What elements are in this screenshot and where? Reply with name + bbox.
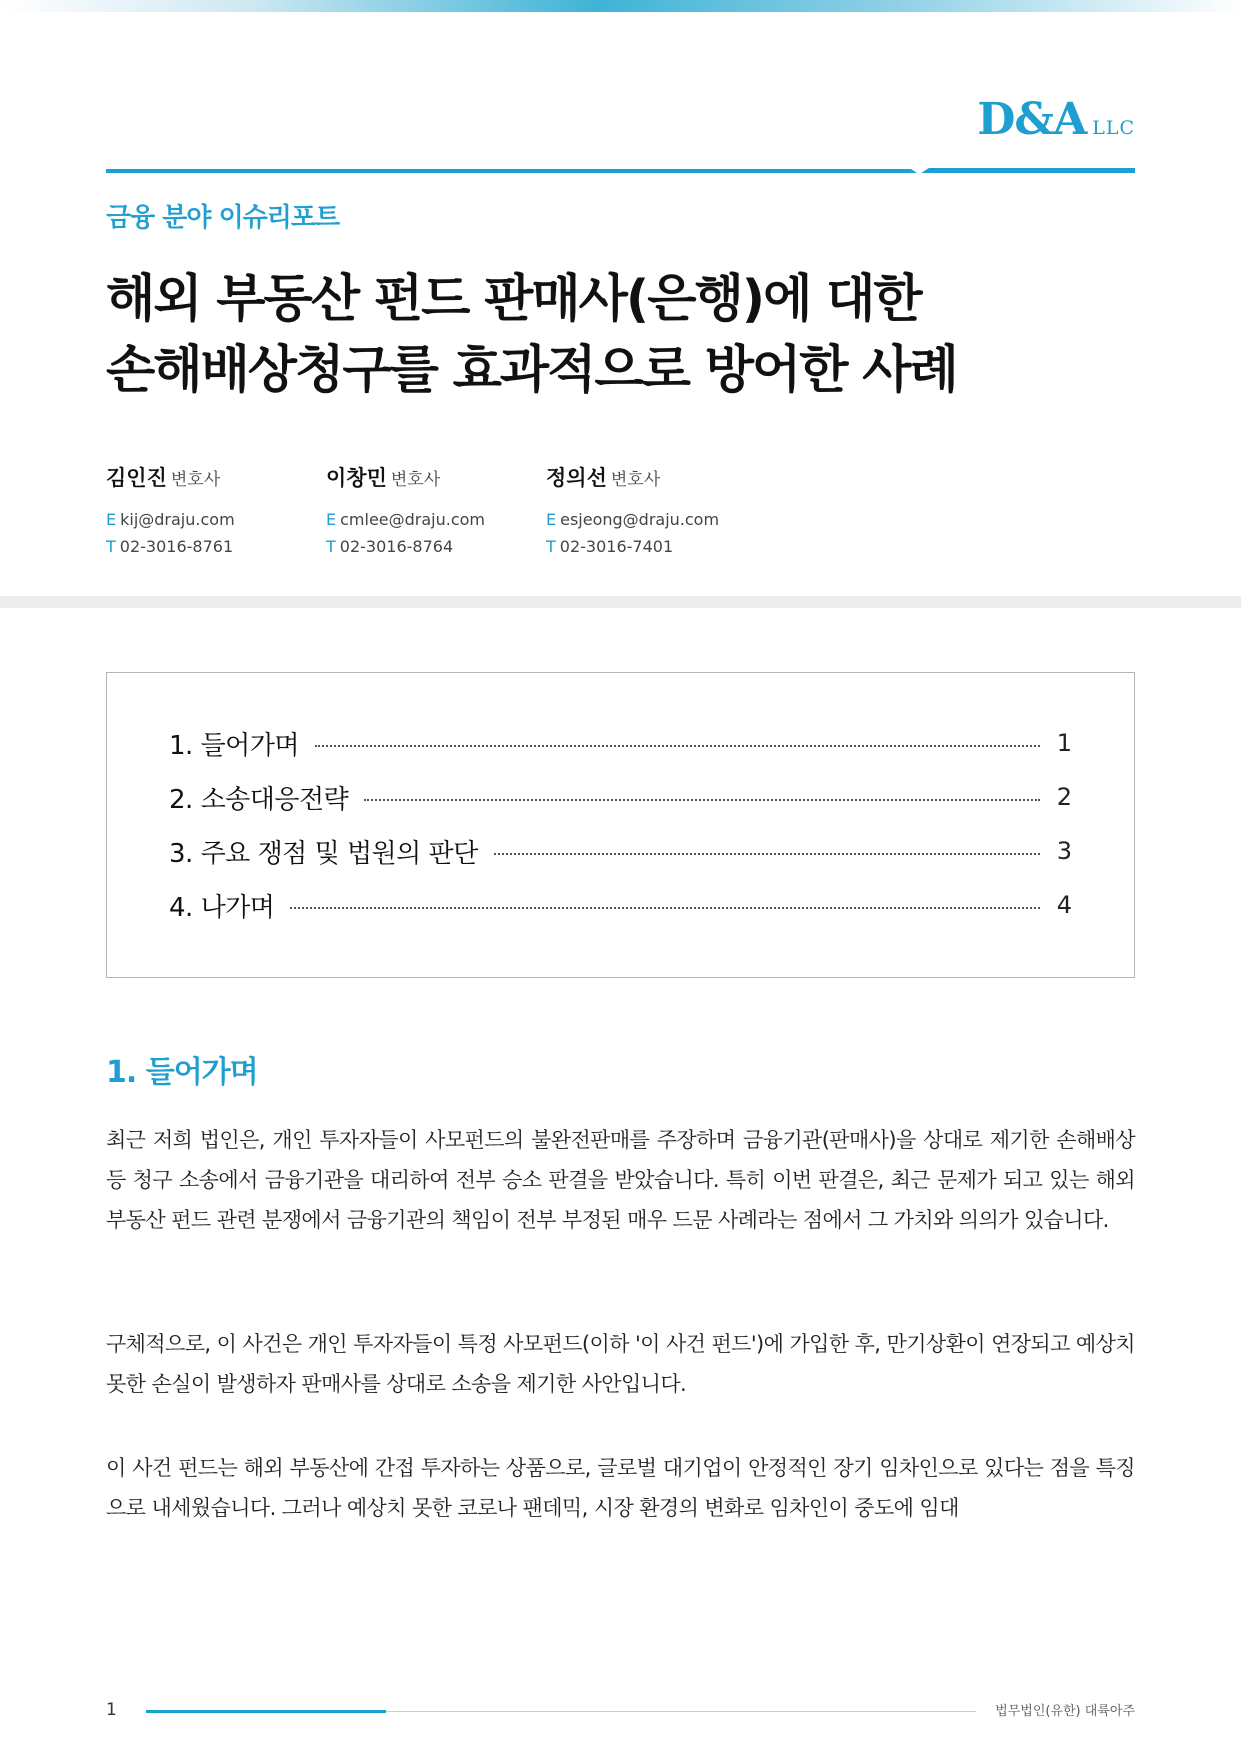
author-card	[326, 462, 485, 560]
author-phone: 02-3016-8761	[119, 537, 234, 556]
author-phone: 02-3016-7401	[559, 537, 674, 556]
section-heading: 1. 들어가며	[106, 1055, 258, 1090]
email-label: E	[546, 510, 557, 529]
body-paragraph: 이 사건 펀드는 해외 부동산에 간접 투자하는 상품으로, 글로벌 대기업이 안정적인 장기 임차인으로 있다는 점을 특징으로 내세웠습니다. 그러나 예상치 못한 코로나 팬데믹, 시장 환경의 변화로 임차인이 중도에 임대	[106, 1456, 1135, 1520]
toc-label: 1. 들어가며	[169, 730, 300, 761]
report-category: 금융 분야 이슈리포트	[106, 203, 340, 233]
toc-item[interactable]	[169, 777, 1072, 817]
author-role: 변호사	[610, 470, 661, 490]
page-number: 1	[106, 1700, 117, 1720]
tel-label: T	[546, 537, 556, 556]
author-name: 정의선	[546, 466, 607, 490]
email-label: E	[326, 510, 337, 529]
author-email[interactable]: esjeong@draju.com	[560, 510, 720, 529]
top-gradient-bar	[0, 0, 1241, 12]
footer-firm-name: 법무법인(유한) 대륙아주	[995, 1704, 1135, 1719]
header-rule	[106, 167, 1135, 177]
logo-suffix: LLC	[1092, 117, 1135, 139]
body-paragraph: 최근 저희 법인은, 개인 투자자들이 사모펀드의 불완전판매를 주장하며 금융기관(판매사)을 상대로 제기한 손해배상 등 청구 소송에서 금융기관을 대리하여 전부 승소 판결을 받았습니다. 특히 이번 판결은, 최근 문제가 되고 있는 해외 부동산 펀드 관련 분쟁에서 금융기관의 책임이 전부 부정된 매우 드문 사례라는 점에서 그 가치와 의의가 있습니다.	[106, 1128, 1135, 1232]
title-line-2: 손해배상청구를 효과적으로 방어한 사례	[106, 341, 957, 400]
author-name: 이창민	[326, 466, 387, 490]
email-label: E	[106, 510, 117, 529]
tel-label: T	[326, 537, 336, 556]
author-role: 변호사	[170, 470, 221, 490]
author-role: 변호사	[390, 470, 441, 490]
toc-item[interactable]	[169, 831, 1072, 871]
title-line-1: 해외 부동산 펀드 판매사(은행)에 대한	[106, 270, 921, 329]
firm-logo	[977, 94, 1135, 145]
author-email[interactable]: cmlee@draju.com	[340, 510, 486, 529]
toc-label: 4. 나가며	[169, 892, 275, 923]
toc-page-number: 2	[1056, 783, 1072, 811]
logo-main: D&A	[977, 94, 1087, 145]
toc-page-number: 4	[1056, 891, 1072, 919]
toc-leader-dots	[494, 853, 1040, 855]
toc-item[interactable]	[169, 885, 1072, 925]
tel-label: T	[106, 537, 116, 556]
page-title	[106, 264, 957, 406]
toc-label: 2. 소송대응전략	[169, 784, 349, 815]
toc-leader-dots	[290, 907, 1040, 909]
section-divider	[0, 596, 1241, 608]
author-card	[546, 462, 719, 560]
toc-leader-dots	[364, 799, 1040, 801]
table-of-contents	[106, 672, 1135, 978]
toc-page-number: 3	[1056, 837, 1072, 865]
author-list	[106, 462, 806, 562]
footer-rule	[146, 1710, 976, 1713]
toc-page-number: 1	[1056, 729, 1072, 757]
toc-item[interactable]	[169, 723, 1072, 763]
toc-label: 3. 주요 쟁점 및 법원의 판단	[169, 838, 478, 869]
author-name: 김인진	[106, 466, 167, 490]
author-phone: 02-3016-8764	[339, 537, 454, 556]
toc-leader-dots	[315, 745, 1040, 747]
author-card	[106, 462, 235, 560]
author-email[interactable]: kij@draju.com	[120, 510, 235, 529]
body-paragraph: 구체적으로, 이 사건은 개인 투자자들이 특정 사모펀드(이하 '이 사건 펀드')에 가입한 후, 만기상환이 연장되고 예상치 못한 손실이 발생하자 판매사를 상대로 소송을 제기한 사안입니다.	[106, 1332, 1135, 1396]
